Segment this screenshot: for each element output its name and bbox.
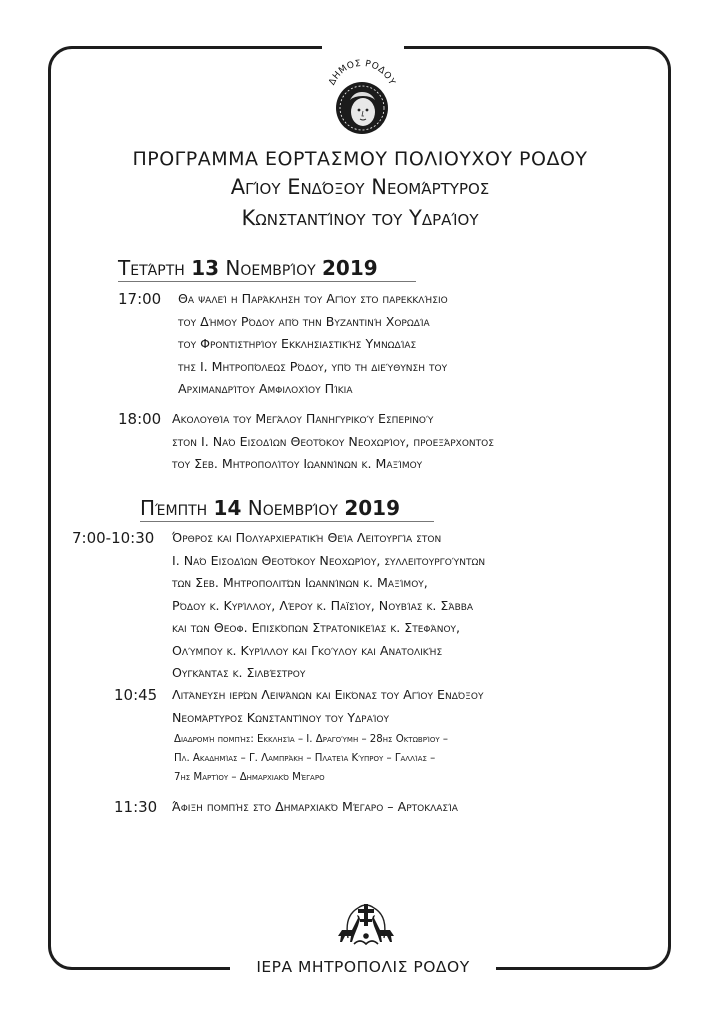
day-date-number: 13 [191,256,220,280]
event-line: του Φροντιστηρίου Εκκλησιαστικής Υμνωδίας [178,336,417,351]
title-line-2: Αγίου Ενδόξου Νεομάρτυρος [230,175,490,199]
title-line-1: ΠΡΟΓΡΑΜΜΑ ΕΟΡΤΑΣΜΟΥ ΠΟΛΙΟΥΧΟΥ ΡΟΔΟΥ [132,148,588,170]
logo-arc-text: ΔΗΜΟΣ ΡΟΔΟΥ [327,58,397,88]
event-line: Θα ψαλεί η Παράκληση του Αγίου στο παρεκκλήσιο [178,291,448,306]
event-line: Ρόδου κ. Κυρίλλου, Λέρου κ. Παϊσίου, Νουβίας κ. Σάββα [172,597,474,613]
procession-route [174,730,448,787]
day-weekday: Τετάρτη [118,256,185,280]
event-line: Αρχιμανδρίτου Αμφιλοχίου Πίκια [178,381,353,396]
dimos-rodou-logo [322,56,402,142]
event-time: 10:45 [114,686,158,704]
event-line: Άφιξη πομπής στο Δημαρχιακό Μέγαρο – Αρτοκλασία [172,799,458,814]
event-time: 11:30 [114,798,158,816]
event-line: των Σεβ. Μητροπολιτών Ιωαννίνων κ. Μαξίμου, [172,575,428,590]
event-time: 7:00-10:30 [72,529,155,547]
event-description [172,408,494,476]
event-time: 18:00 [118,410,162,428]
route-line: 7ης Μαρτίου – Δημαρχιακό Μέγαρο [174,772,325,783]
event-line: Ολύμπου κ. Κυρίλλου και Γκούλου και Ανατολικής [172,642,443,658]
event-time: 17:00 [118,290,162,308]
day-year: 2019 [344,496,401,520]
event-line: Ακολουθία του Μεγάλου Πανηγυρικού Εσπερινού [172,411,434,426]
day-month: Νοεμβρίου [225,256,316,280]
event-line: στον Ι. Ναό Εισοδίων Θεοτόκου Νεοχωρίου, προεξάρχοντος [172,433,494,449]
event-line: του Σεβ. Μητροπολίτου Ιωαννίνων κ. Μαξίμου [172,456,423,471]
day-year: 2019 [322,256,378,280]
vine-ornament-icon [354,934,378,944]
day-heading-wednesday [118,256,416,282]
event-line: Νεομάρτυρος Κωνσταντίνου του Υδραίου [172,709,390,725]
event-description [178,288,448,401]
title-line-3: Κωνσταντίνου του Υδραίου [241,206,479,230]
metropolis-emblem [334,898,398,950]
day-weekday: Πέμπτη [140,496,208,520]
event-line: Ι. Ναό Εισοδίων Θεοτόκου Νεοχωρίου, συλλειτουργούντων [172,552,486,568]
event-line: Όρθρος και Πολυαρχιερατική Θεία Λειτουργία στον [172,530,442,545]
route-line: Διαδρομή πομπής: Εκκλησία – Ι. Δραγούμη – 28ης Οκτωβρίου – [174,734,448,745]
event-description [172,684,483,729]
event-description [172,527,485,685]
event-line: του Δήμου Ρόδου από την Βυζαντινή Χορωδία [178,313,430,329]
event-line: και των Θεοφ. Επισκόπων Στρατονικείας κ. Στεφάνου, [172,620,461,635]
day-date-number: 14 [213,496,242,520]
cross-icon [358,904,374,926]
event-line: Ουγκάντας κ. Σιλβέστρου [172,665,306,680]
event-line: Λιτάνευση ιερών Λειψάνων και Εικόνας του Αγίου Ενδόξου [172,687,484,702]
event-description [172,796,458,819]
day-heading-thursday [140,496,434,522]
event-line: της Ι. Μητροπόλεως Ρόδου, υπό τη διεύθυνση του [178,358,448,374]
footer-text: ΙΕΡΑ ΜΗΤΡΟΠΟΛΙΣ ΡΟΔΟΥ [256,958,470,976]
route-line: Πλ. Ακαδημίας – Γ. Λαμπράκη – Πλατεία Κύπρου – Γαλλίας – [174,753,436,764]
day-month: Νοεμβρίου [247,496,338,520]
border-gap-top [322,40,404,54]
